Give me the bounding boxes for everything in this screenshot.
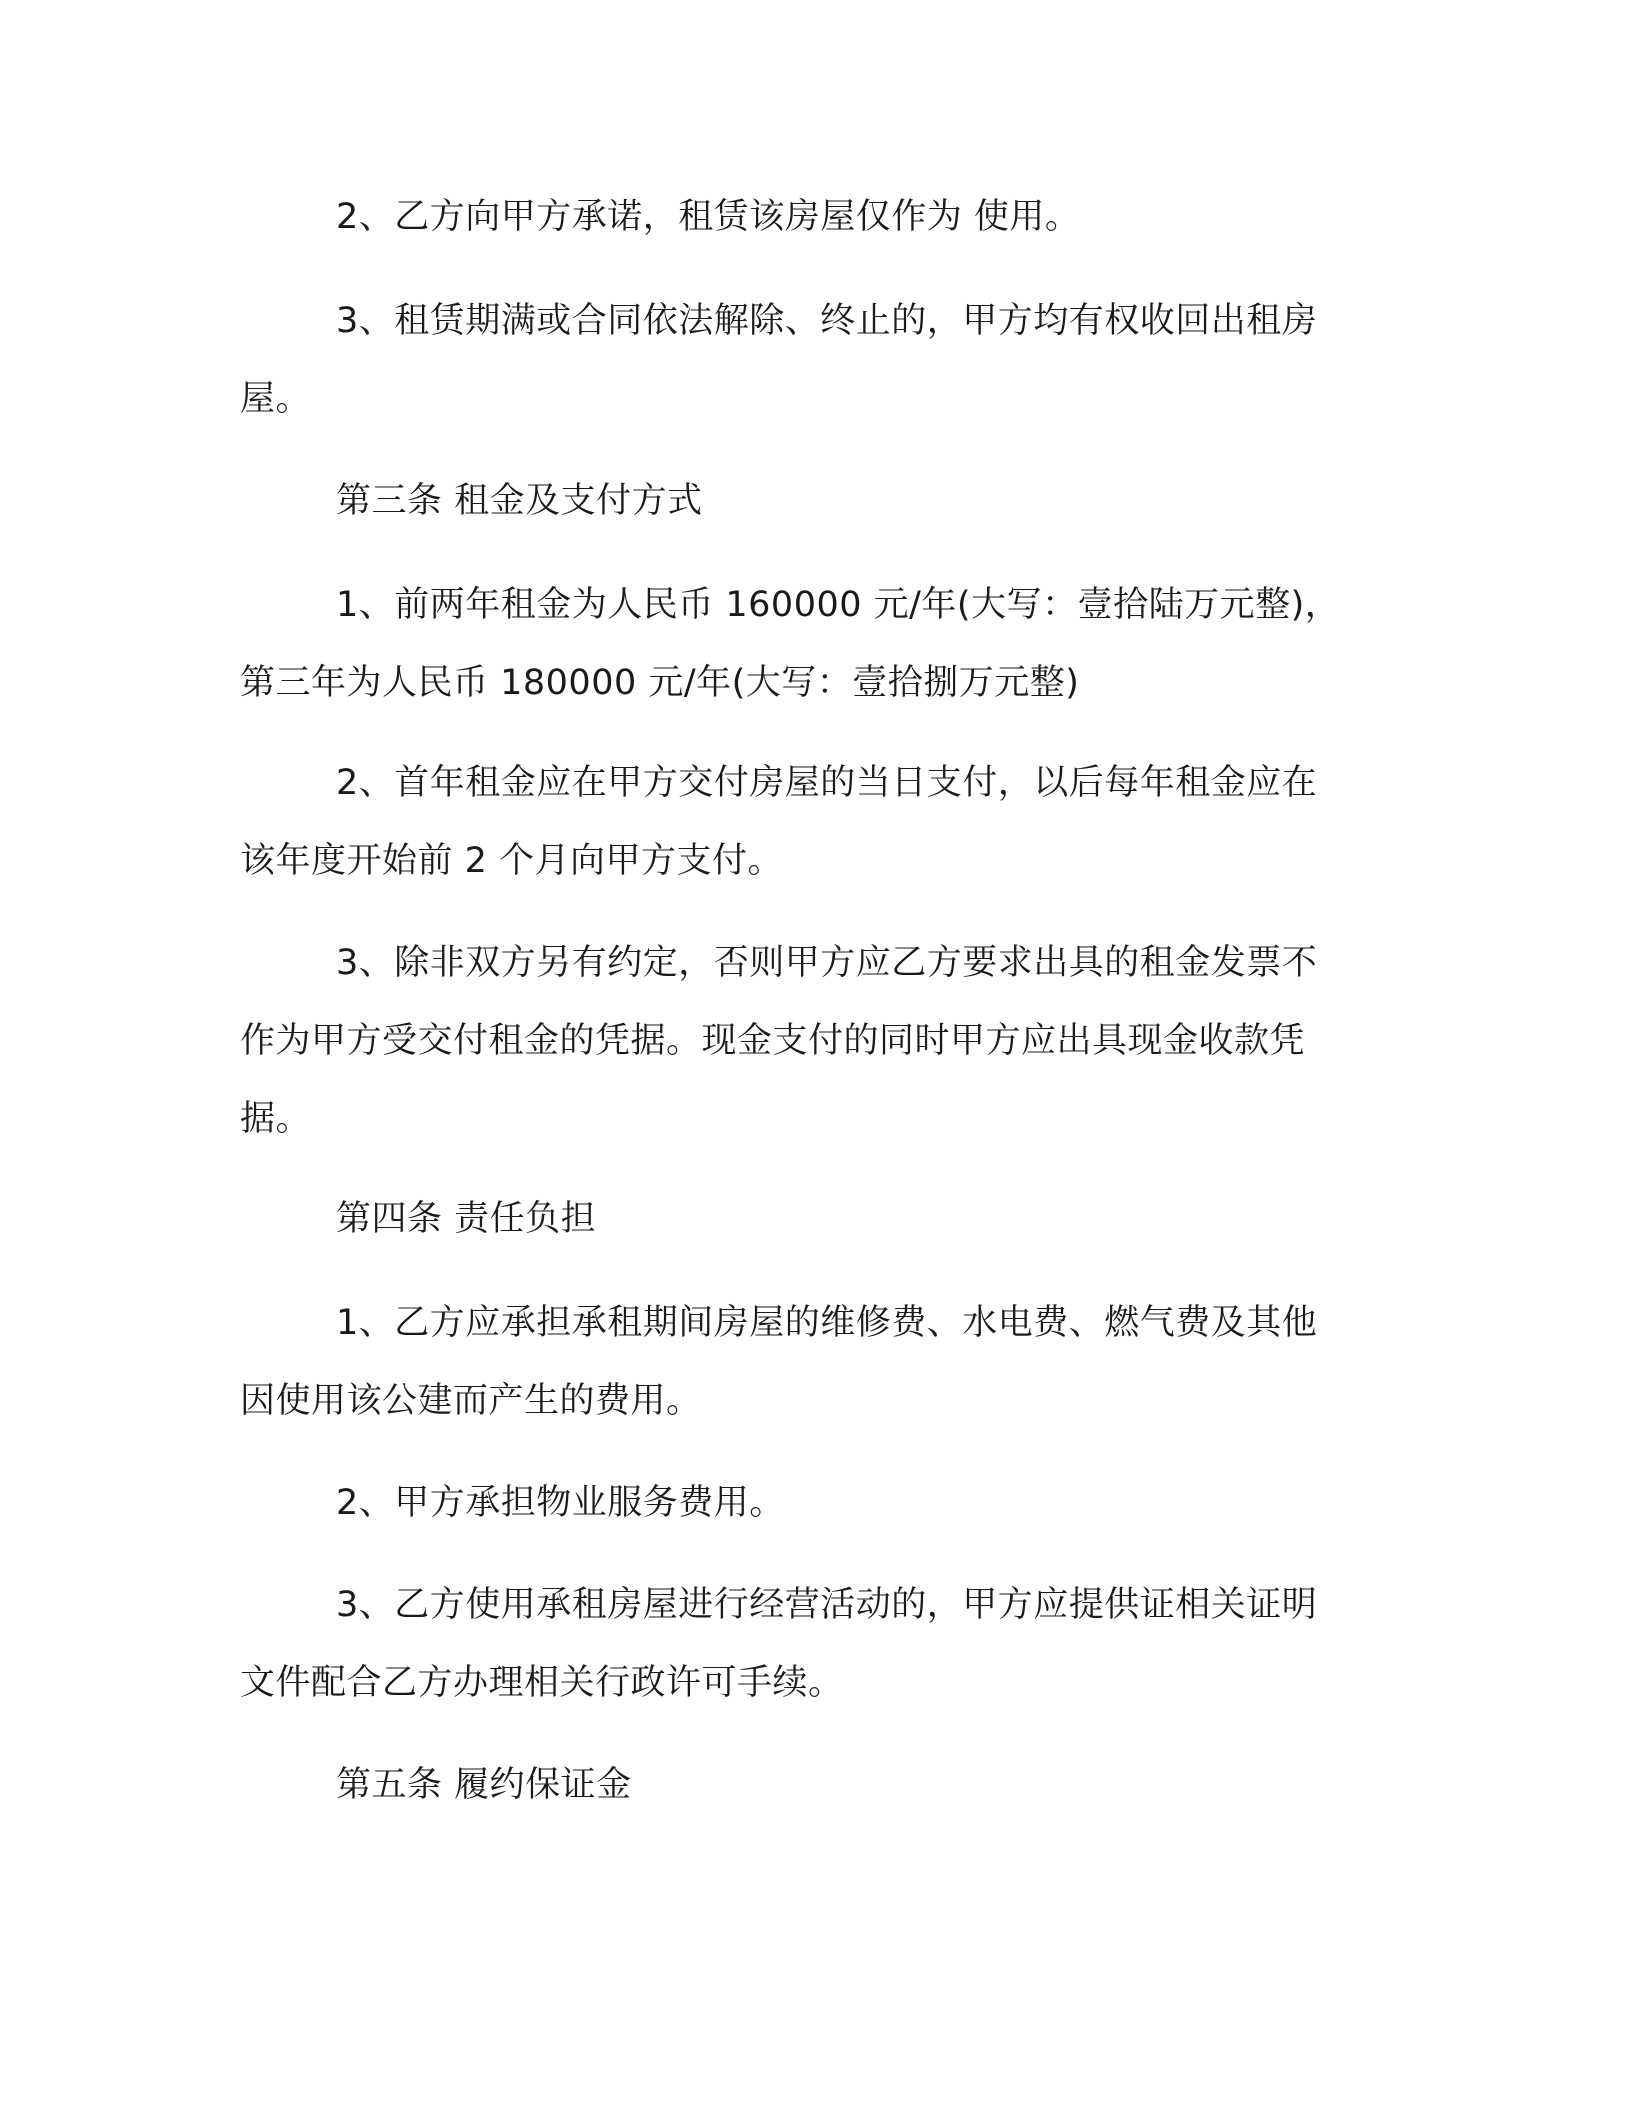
- text-line: 因使用该公建而产生的费用。: [240, 1381, 702, 1421]
- text-line: 第四条 责任负担: [336, 1199, 597, 1239]
- rent-clause-1: [240, 566, 1370, 722]
- article-4-heading: [240, 1180, 1370, 1258]
- clause-3-termination: [240, 282, 1370, 438]
- text-line: 第三条 租金及支付方式: [336, 481, 703, 521]
- liability-clause-1: [240, 1284, 1370, 1440]
- text-line: 2、首年租金应在甲方交付房屋的当日支付，以后每年租金应在: [336, 763, 1318, 803]
- liability-clause-3: [240, 1566, 1370, 1722]
- text-line: 第五条 履约保证金: [336, 1765, 632, 1805]
- article-5-heading: [240, 1746, 1370, 1824]
- text-line: 据。: [240, 1099, 312, 1139]
- text-line: 2、甲方承担物业服务费用。: [336, 1483, 785, 1523]
- text-line: 第三年为人民币 180000 元/年(大写：壹拾捌万元整): [240, 663, 1080, 703]
- text-line: 2、乙方向甲方承诺，租赁该房屋仅作为 使用。: [336, 197, 1081, 237]
- text-line: 3、租赁期满或合同依法解除、终止的，甲方均有权收回出租房: [336, 301, 1318, 341]
- rent-clause-2: [240, 744, 1370, 900]
- liability-clause-2: [240, 1464, 1370, 1542]
- text-line: 3、乙方使用承租房屋进行经营活动的，甲方应提供证相关证明: [336, 1585, 1318, 1625]
- text-line: 作为甲方受交付租金的凭据。现金支付的同时甲方应出具现金收款凭: [240, 1021, 1306, 1061]
- text-line: 1、前两年租金为人民币 160000 元/年(大写：壹拾陆万元整)，: [336, 585, 1341, 625]
- text-line: 1、乙方应承担承租期间房屋的维修费、水电费、燃气费及其他: [336, 1303, 1318, 1343]
- article-3-heading: [240, 462, 1370, 540]
- text-line: 屋。: [240, 379, 312, 419]
- text-line: 3、除非双方另有约定，否则甲方应乙方要求出具的租金发票不: [336, 943, 1318, 983]
- text-line: 该年度开始前 2 个月向甲方支付。: [240, 841, 784, 881]
- rent-clause-3: [240, 924, 1370, 1158]
- clause-2-purpose: [240, 178, 1370, 256]
- text-line: 文件配合乙方办理相关行政许可手续。: [240, 1663, 844, 1703]
